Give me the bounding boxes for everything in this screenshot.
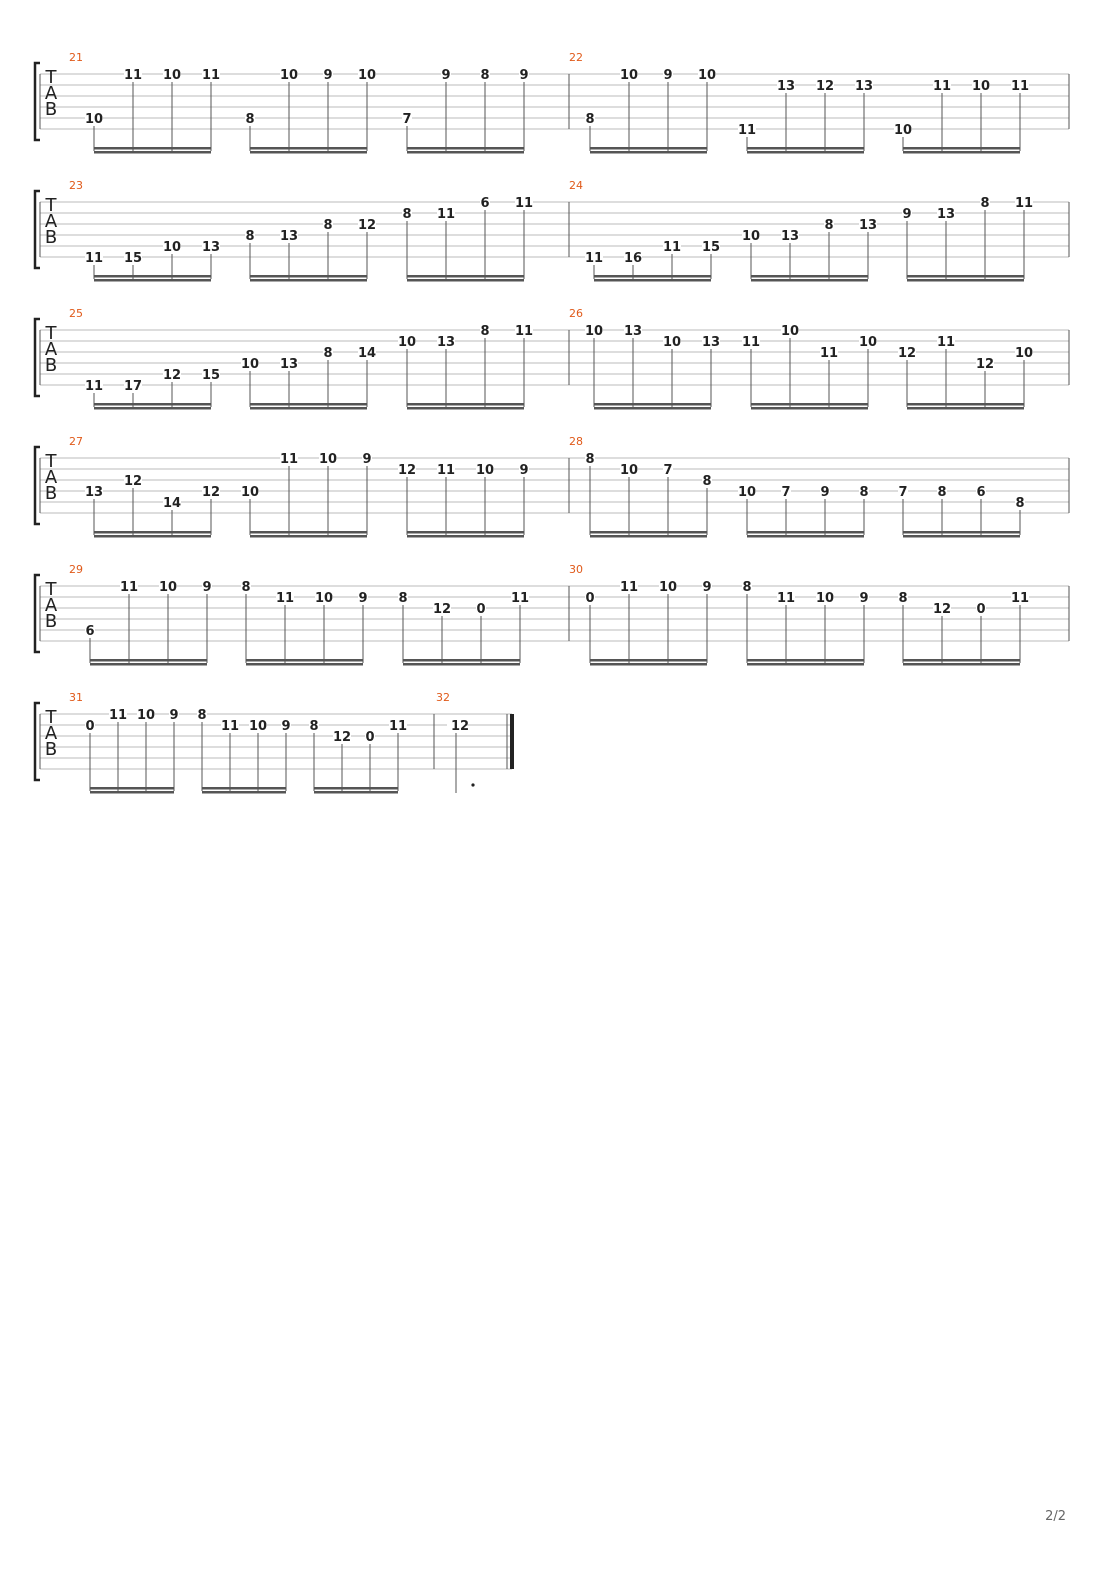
beam-primary	[747, 531, 864, 534]
fret-number: 11	[1010, 79, 1030, 94]
fret-number: 8	[241, 580, 251, 595]
fret-number: 13	[780, 229, 800, 244]
dot-mark	[471, 783, 474, 786]
fret-number: 10	[240, 485, 260, 500]
fret-number: 11	[819, 346, 839, 361]
beam-secondary	[250, 151, 367, 154]
tab-clef-letter: A	[44, 467, 58, 488]
measure-number: 23	[69, 179, 83, 192]
beam-secondary	[751, 279, 868, 282]
beam-primary	[94, 147, 211, 150]
beam-primary	[250, 531, 367, 534]
fret-number: 0	[976, 602, 986, 617]
fret-number: 15	[123, 251, 143, 266]
tab-clef-letter: B	[44, 99, 58, 120]
fret-number: 12	[162, 368, 182, 383]
fret-number: 9	[820, 485, 830, 500]
beam-primary	[250, 275, 367, 278]
fret-number: 9	[859, 591, 869, 606]
beam-secondary	[907, 279, 1024, 282]
beam-primary	[590, 147, 707, 150]
beam-primary	[94, 275, 211, 278]
fret-number: 13	[201, 240, 221, 255]
fret-number: 12	[975, 357, 995, 372]
fret-number: 10	[780, 324, 800, 339]
beam-secondary	[590, 535, 707, 538]
fret-number: 6	[85, 624, 95, 639]
fret-number: 9	[358, 591, 368, 606]
fret-number: 13	[623, 324, 643, 339]
beam-secondary	[903, 151, 1020, 154]
beam-secondary	[407, 407, 524, 410]
fret-number: 8	[898, 591, 908, 606]
fret-number: 12	[123, 474, 143, 489]
beam-primary	[751, 403, 868, 406]
beam-primary	[246, 659, 363, 662]
fret-number: 12	[201, 485, 221, 500]
fret-number: 10	[162, 68, 182, 83]
fret-number: 9	[519, 68, 529, 83]
system-bracket	[35, 703, 40, 780]
beam-primary	[903, 659, 1020, 662]
fret-number: 12	[432, 602, 452, 617]
beam-secondary	[250, 279, 367, 282]
beam-secondary	[94, 279, 211, 282]
fret-number: 8	[245, 112, 255, 127]
fret-number: 9	[281, 719, 291, 734]
fret-number: 15	[201, 368, 221, 383]
measure-number: 22	[569, 51, 583, 64]
fret-number: 12	[815, 79, 835, 94]
fret-number: 8	[309, 719, 319, 734]
fret-number: 10	[741, 229, 761, 244]
fret-number: 10	[136, 708, 156, 723]
fret-number: 0	[585, 591, 595, 606]
fret-number: 10	[162, 240, 182, 255]
fret-number: 10	[158, 580, 178, 595]
beam-secondary	[407, 279, 524, 282]
beam-secondary	[314, 791, 398, 794]
tab-clef-letter: A	[44, 339, 58, 360]
beam-secondary	[250, 535, 367, 538]
beam-primary	[90, 787, 174, 790]
fret-number: 10	[314, 591, 334, 606]
beam-secondary	[751, 407, 868, 410]
measure-number: 29	[69, 563, 83, 576]
fret-number: 11	[776, 591, 796, 606]
tab-clef-letter: A	[44, 211, 58, 232]
beam-primary	[250, 403, 367, 406]
fret-number: 11	[619, 580, 639, 595]
beam-primary	[202, 787, 286, 790]
fret-number: 11	[123, 68, 143, 83]
fret-number: 8	[980, 196, 990, 211]
fret-number: 11	[737, 123, 757, 138]
beam-secondary	[747, 663, 864, 666]
fret-number: 10	[397, 335, 417, 350]
tab-clef-letter: B	[44, 611, 58, 632]
fret-number: 10	[971, 79, 991, 94]
fret-number: 10	[619, 68, 639, 83]
fret-number: 9	[663, 68, 673, 83]
beam-primary	[94, 403, 211, 406]
measure-number: 31	[69, 691, 83, 704]
measure-number: 30	[569, 563, 583, 576]
tab-clef-letter: T	[45, 195, 57, 216]
fret-number: 6	[976, 485, 986, 500]
fret-number: 0	[365, 730, 375, 745]
beam-primary	[747, 147, 864, 150]
fret-number: 10	[737, 485, 757, 500]
beam-primary	[407, 531, 524, 534]
beam-primary	[590, 659, 707, 662]
beam-primary	[747, 659, 864, 662]
fret-number: 7	[898, 485, 908, 500]
beam-primary	[314, 787, 398, 790]
fret-number: 11	[108, 708, 128, 723]
fret-number: 10	[475, 463, 495, 478]
page-number: 2/2	[1045, 1509, 1066, 1524]
beam-secondary	[90, 663, 207, 666]
fret-number: 11	[932, 79, 952, 94]
fret-number: 7	[781, 485, 791, 500]
fret-number: 8	[824, 218, 834, 233]
measure-number: 24	[569, 179, 583, 192]
fret-number: 10	[84, 112, 104, 127]
fret-number: 8	[323, 346, 333, 361]
fret-number: 13	[701, 335, 721, 350]
fret-number: 11	[119, 580, 139, 595]
fret-number: 8	[402, 207, 412, 222]
measure-number: 32	[436, 691, 450, 704]
beam-secondary	[594, 407, 711, 410]
fret-number: 15	[701, 240, 721, 255]
beam-primary	[751, 275, 868, 278]
fret-number: 8	[480, 68, 490, 83]
fret-number: 12	[932, 602, 952, 617]
beam-secondary	[590, 151, 707, 154]
beam-secondary	[202, 791, 286, 794]
beam-secondary	[246, 663, 363, 666]
measure-number: 25	[69, 307, 83, 320]
beam-primary	[407, 403, 524, 406]
tab-clef-letter: B	[44, 355, 58, 376]
fret-number: 14	[357, 346, 377, 361]
fret-number: 12	[357, 218, 377, 233]
fret-number: 0	[476, 602, 486, 617]
beam-primary	[594, 275, 711, 278]
fret-number: 0	[85, 719, 95, 734]
beam-secondary	[94, 151, 211, 154]
beam-secondary	[94, 407, 211, 410]
system-bracket	[35, 63, 40, 140]
fret-number: 11	[1010, 591, 1030, 606]
fret-number: 11	[84, 251, 104, 266]
beam-secondary	[94, 535, 211, 538]
measure-number: 28	[569, 435, 583, 448]
fret-number: 9	[902, 207, 912, 222]
measure-number: 26	[569, 307, 583, 320]
beam-primary	[407, 275, 524, 278]
fret-number: 10	[658, 580, 678, 595]
fret-number: 9	[441, 68, 451, 83]
beam-secondary	[403, 663, 520, 666]
tab-clef-letter: T	[45, 707, 57, 728]
tab-clef-letter: B	[44, 227, 58, 248]
beam-primary	[903, 147, 1020, 150]
fret-number: 8	[585, 452, 595, 467]
fret-number: 11	[1014, 196, 1034, 211]
beam-secondary	[907, 407, 1024, 410]
fret-number: 13	[279, 357, 299, 372]
tab-clef-letter: B	[44, 739, 58, 760]
beam-primary	[594, 403, 711, 406]
fret-number: 8	[398, 591, 408, 606]
tab-clef-letter: T	[45, 67, 57, 88]
fret-number: 17	[123, 379, 143, 394]
fret-number: 10	[697, 68, 717, 83]
fret-number: 10	[815, 591, 835, 606]
tab-clef-letter: T	[45, 451, 57, 472]
fret-number: 11	[584, 251, 604, 266]
fret-number: 11	[514, 324, 534, 339]
tab-clef-letter: A	[44, 83, 58, 104]
fret-number: 8	[197, 708, 207, 723]
fret-number: 9	[323, 68, 333, 83]
beam-secondary	[407, 151, 524, 154]
beam-primary	[90, 659, 207, 662]
fret-number: 8	[937, 485, 947, 500]
fret-number: 9	[169, 708, 179, 723]
fret-number: 10	[357, 68, 377, 83]
fret-number: 13	[936, 207, 956, 222]
beam-primary	[403, 659, 520, 662]
fret-number: 11	[201, 68, 221, 83]
beam-secondary	[407, 535, 524, 538]
measure-number: 21	[69, 51, 83, 64]
tab-clef-letter: A	[44, 595, 58, 616]
fret-number: 11	[279, 452, 299, 467]
fret-number: 8	[1015, 496, 1025, 511]
system-bracket	[35, 191, 40, 268]
fret-number: 11	[514, 196, 534, 211]
beam-secondary	[903, 663, 1020, 666]
fret-number: 8	[742, 580, 752, 595]
fret-number: 10	[619, 463, 639, 478]
fret-number: 11	[436, 207, 456, 222]
fret-number: 13	[776, 79, 796, 94]
fret-number: 9	[362, 452, 372, 467]
fret-number: 8	[702, 474, 712, 489]
fret-number: 10	[584, 324, 604, 339]
beam-secondary	[590, 663, 707, 666]
beam-primary	[907, 275, 1024, 278]
fret-number: 12	[332, 730, 352, 745]
fret-number: 10	[318, 452, 338, 467]
fret-number: 11	[662, 240, 682, 255]
fret-number: 6	[480, 196, 490, 211]
tab-clef-letter: T	[45, 579, 57, 600]
beam-primary	[907, 403, 1024, 406]
fret-number: 7	[663, 463, 673, 478]
fret-number: 13	[279, 229, 299, 244]
fret-number: 12	[897, 346, 917, 361]
fret-number: 7	[402, 112, 412, 127]
measure-number: 27	[69, 435, 83, 448]
tab-clef-letter: A	[44, 723, 58, 744]
tab-clef-letter: B	[44, 483, 58, 504]
fret-number: 13	[436, 335, 456, 350]
fret-number: 11	[275, 591, 295, 606]
beam-primary	[407, 147, 524, 150]
fret-number: 12	[450, 719, 470, 734]
fret-number: 10	[662, 335, 682, 350]
beam-secondary	[903, 535, 1020, 538]
fret-number: 10	[248, 719, 268, 734]
fret-number: 8	[245, 229, 255, 244]
beam-primary	[94, 531, 211, 534]
fret-number: 11	[436, 463, 456, 478]
fret-number: 8	[585, 112, 595, 127]
fret-number: 13	[84, 485, 104, 500]
beam-secondary	[594, 279, 711, 282]
system-bracket	[35, 447, 40, 524]
fret-number: 8	[323, 218, 333, 233]
fret-number: 13	[854, 79, 874, 94]
fret-number: 11	[220, 719, 240, 734]
fret-number: 8	[859, 485, 869, 500]
fret-number: 11	[510, 591, 530, 606]
beam-secondary	[90, 791, 174, 794]
beam-primary	[903, 531, 1020, 534]
fret-number: 10	[240, 357, 260, 372]
fret-number: 9	[519, 463, 529, 478]
system-bracket	[35, 575, 40, 652]
beam-secondary	[747, 151, 864, 154]
beam-primary	[590, 531, 707, 534]
fret-number: 9	[702, 580, 712, 595]
fret-number: 10	[858, 335, 878, 350]
tab-clef-letter: T	[45, 323, 57, 344]
fret-number: 11	[84, 379, 104, 394]
fret-number: 8	[480, 324, 490, 339]
beam-secondary	[250, 407, 367, 410]
fret-number: 12	[397, 463, 417, 478]
fret-number: 10	[279, 68, 299, 83]
fret-number: 16	[623, 251, 643, 266]
fret-number: 11	[936, 335, 956, 350]
fret-number: 11	[741, 335, 761, 350]
fret-number: 13	[858, 218, 878, 233]
beam-secondary	[747, 535, 864, 538]
final-barline-thick	[510, 714, 514, 769]
fret-number: 9	[202, 580, 212, 595]
fret-number: 10	[893, 123, 913, 138]
fret-number: 10	[1014, 346, 1034, 361]
fret-number: 14	[162, 496, 182, 511]
system-bracket	[35, 319, 40, 396]
beam-primary	[250, 147, 367, 150]
fret-number: 11	[388, 719, 408, 734]
